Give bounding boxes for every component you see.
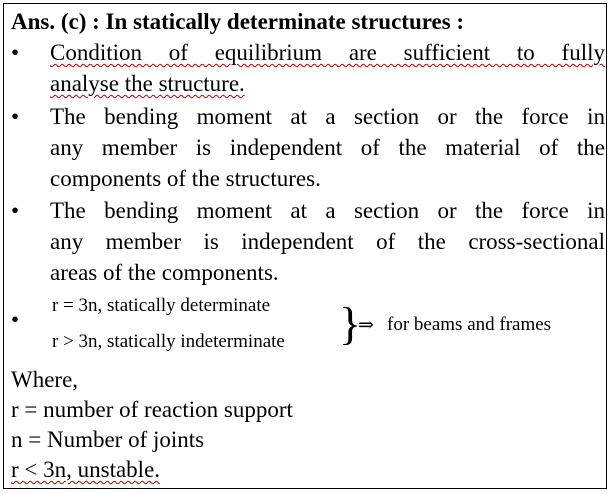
bullet-line: Condition of equilibrium are sufficient to fully [50, 40, 605, 65]
where-line: n = Number of joints [11, 427, 205, 452]
bullet-line: The bending moment at a section or the force in [50, 198, 605, 223]
list-item [11, 104, 605, 198]
bullet-line: any member is independent of the cross-sectional [50, 229, 605, 254]
bullet-icon: • [11, 104, 20, 129]
bullet-line: The bending moment at a section or the force in [50, 104, 605, 129]
list-item [11, 198, 605, 292]
condition-note: for beams and frames [387, 314, 552, 335]
implies-arrow-icon: ⇒ [358, 315, 374, 336]
condition-determinate: r = 3n, statically determinate [52, 295, 271, 316]
conditions-item [11, 292, 605, 362]
where-line: r < 3n, unstable. [11, 457, 161, 482]
list-item [11, 40, 605, 104]
bullet-line: components of the structures. [50, 166, 321, 191]
right-brace-icon: } [339, 298, 362, 349]
bullet-line: areas of the components. [50, 260, 279, 285]
answer-heading-text: Ans. (c) : In statically determinate structures : [11, 9, 465, 34]
bullet-icon: • [11, 198, 20, 223]
bullet-icon: • [11, 307, 20, 332]
bullet-icon: • [11, 40, 20, 65]
condition-indeterminate: r > 3n, statically indeterminate [52, 331, 285, 352]
answer-heading [11, 9, 464, 35]
bullet-line: analyse the structure. [50, 71, 245, 96]
bullet-line: any member is independent of the material of the [50, 135, 605, 160]
where-title: Where, [11, 367, 79, 392]
where-line: r = number of reaction support [11, 397, 293, 422]
